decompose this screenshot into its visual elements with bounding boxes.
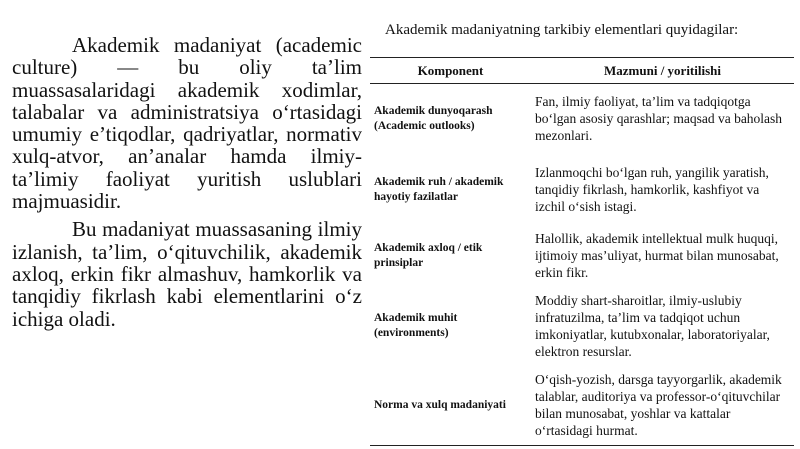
content-cell: Izlanmoqchi bo‘lgan ruh, yangilik yaratish, tanqidiy fikrlash, hamkorlik, kashfiyot va izchil o‘sish istagi.: [535, 165, 769, 214]
content-cell: Moddiy shart-sharoitlar, ilmiy-uslubiy infratuzilma, ta’lim va tadqiqot uchun imkoniyatlar, kutubxonalar, laboratoriyalar, elektron resurslar.: [535, 292, 770, 359]
component-cell: Norma va xulq madaniyati: [374, 398, 506, 411]
content-cell: Fan, ilmiy faoliyat, ta’lim va tadqiqotga bo‘lgan asosiy qarashlar; maqsad va baholash mezonlari.: [535, 94, 783, 144]
table-row: [370, 226, 794, 286]
content-cell: Halollik, akademik intellektual mulk huquqi, ijtimoiy mas’uliyat, hurmat bilan munosabat, erkin fikr.: [535, 231, 779, 280]
definition-paragraph: Akademik madaniyat (academic culture) — bu oliy ta’lim muassasalaridagi akademik xodimlar, talabalar va administratsiya o‘rtasidagi umumiy e’tiqodlar, qadriyatlar, normativ xulq-atvor, an’analar hamda ilmiy-ta’limiy faoliyat yuritish uslublari majmuasidir.: [12, 33, 362, 214]
component-cell: Akademik muhit (environments): [374, 311, 458, 339]
definition-text: [12, 34, 362, 330]
component-cell: Akademik dunyoqarash (Academic outlooks): [374, 104, 493, 132]
scope-paragraph: Bu madaniyat muassasaning ilmiy izlanish, ta’lim, o‘qituvchilik, akademik axloq, erkin fikr almashuv, hamkorlik va tanqidiy fikrlash kabi elementlarini o‘z ichiga oladi.: [12, 217, 362, 331]
table-row: [370, 84, 794, 154]
component-cell: Akademik axloq / etik prinsiplar: [374, 241, 483, 269]
table-row: [370, 286, 794, 366]
table-header-row: [370, 58, 794, 84]
header-component: Komponent: [417, 63, 484, 78]
content-cell: O‘qish-yozish, darsga tayyorgarlik, akademik talablar, auditoriya va professor-o‘qituvchilar bilan munosabat, yoshlar va kattalar o‘rtasidagi hurmat.: [535, 372, 782, 439]
components-table: [370, 57, 794, 446]
table-row: [370, 366, 794, 446]
table-caption: Akademik madaniyatning tarkibiy elementlari quyidagilar:: [385, 22, 739, 38]
table-row: [370, 154, 794, 226]
component-cell: Akademik ruh / akademik hayotiy fazilatlar: [374, 175, 504, 203]
header-content: Mazmuni / yoritilishi: [604, 63, 721, 78]
